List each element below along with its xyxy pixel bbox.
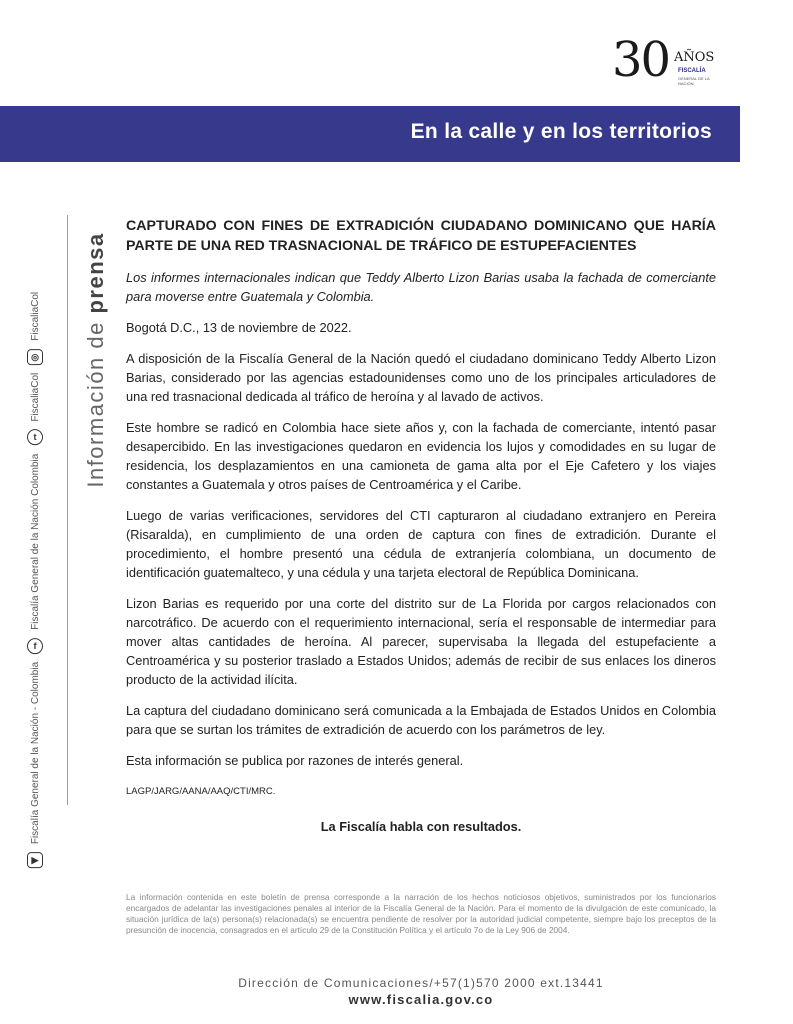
- sidebar-social-links: [27, 292, 43, 868]
- social-facebook-label[interactable]: Fiscalía General de la Nación Colombia: [29, 453, 41, 630]
- body-paragraph: A disposición de la Fiscalía General de la Nación quedó el ciudadano dominicano Teddy Alberto Lizon Barias, considerado por las agencias estadounidenses como uno de los principales articuladores de una red trasnacional dedicada al tráfico de heroína y al lavado de activos.: [126, 351, 716, 404]
- header-banner: [0, 106, 740, 162]
- reference-codes: LAGP/JARG/AANA/AAQ/CTI/MRC.: [126, 786, 276, 797]
- twitter-icon[interactable]: t: [27, 430, 43, 446]
- youtube-icon[interactable]: ▶: [27, 852, 43, 868]
- body-paragraph: Esta información se publica por razones de interés general.: [126, 753, 464, 768]
- sidebar-press-label-bold: prensa: [83, 232, 108, 314]
- headline: CAPTURADO CON FINES DE EXTRADICIÓN CIUDADANO DOMINICANO QUE HARÍA PARTE DE UNA RED TRASNACIONAL DE TRÁFICO DE ESTUPEFACIENTES: [126, 218, 716, 254]
- footer-website-link[interactable]: www.fiscalia.gov.co: [348, 992, 494, 1007]
- fiscalia-30-anos-logo: [612, 30, 722, 100]
- body-paragraph: Este hombre se radicó en Colombia hace siete años y, con la fachada de comerciante, intentó pasar desapercibido. En las investigaciones quedaron en evidencia los lujos y comodidades en su lugar de residencia, los desplazamientos en una camioneta de gama alta por el Eje Cafetero y los viajes constantes a Guatemala y otros países de Centroamérica y el Caribe.: [126, 420, 716, 492]
- press-release-body: [126, 216, 716, 836]
- logo-number: 30: [612, 32, 670, 88]
- closing-slogan: La Fiscalía habla con resultados.: [320, 819, 522, 834]
- body-paragraph: Luego de varias verificaciones, servidores del CTI capturaron al ciudadano extranjero en Pereira (Risaralda), en cumplimiento de una orden de captura con fines de extradición. Durante el procedimiento, el hombre presentó una cédula de extranjería colombiana, un documento de identificación guatemalteco, y una cédula y una tarjeta electoral de República Dominicana.: [126, 508, 716, 580]
- dateline: Bogotá D.C., 13 de noviembre de 2022.: [126, 320, 352, 335]
- body-paragraph: Lizon Barias es requerido por una corte del distrito sur de La Florida por cargos relacionados con narcotráfico. De acuerdo con el requerimiento internacional, sería el responsable de intermediar para mover altas cantidades de heroína. Al parecer, supervisaba la llegada del estupefaciente a Centroamérica y su posterior traslado a Estados Unidos; además de recibir de sus enlaces los dineros producto de la actividad ilícita.: [126, 596, 716, 687]
- lead-paragraph: Los informes internacionales indican que Teddy Alberto Lizon Barias usaba la fachada de comerciante para moverse entre Guatemala y Colombia.: [126, 270, 716, 304]
- social-instagram-label[interactable]: FiscaliaCol: [29, 291, 41, 341]
- facebook-icon[interactable]: f: [27, 638, 43, 654]
- social-youtube-label[interactable]: Fiscalía General de la Nación - Colombia: [29, 661, 41, 845]
- legal-disclaimer: La información contenida en este boletín de prensa corresponde a la narración de los hechos noticiosos objetivos, suministrados por los funcionarios encargados de adelantar las investigaciones penales al interior de la Fiscalía General de la Nación. Para el momento de la divulgación de este comunicado, la situación jurídica de la(s) persona(s) relacionada(s) se encuentra pendiente de resolver por la autoridad judicial competente, siempre bajo los preceptos de la presunción de inocencia, consagrados en el artículo 29 de la Constitución Política y el artículo 7o de la Ley 906 de 2004.: [126, 892, 716, 935]
- logo-org: FISCALÍA: [678, 68, 706, 74]
- sidebar-press-label-light: Información de: [83, 313, 108, 488]
- sidebar-divider: [67, 215, 68, 805]
- sidebar-press-label: [83, 232, 109, 487]
- social-twitter-label[interactable]: FiscaliaCol: [29, 372, 41, 422]
- instagram-icon[interactable]: ◎: [27, 349, 43, 365]
- logo-org-sub: GENERAL DE LA NACIÓN: [678, 76, 710, 86]
- banner-title: En la calle y en los territorios: [410, 120, 712, 143]
- body-paragraph: La captura del ciudadano dominicano será comunicada a la Embajada de Estados Unidos en Colombia para que se surtan los trámites de extradición de acuerdo con los parámetros de ley.: [126, 703, 716, 737]
- footer-contact: Dirección de Comunicaciones/+57(1)570 2000 ext.13441: [238, 976, 604, 990]
- logo-years: AÑOS: [674, 50, 715, 65]
